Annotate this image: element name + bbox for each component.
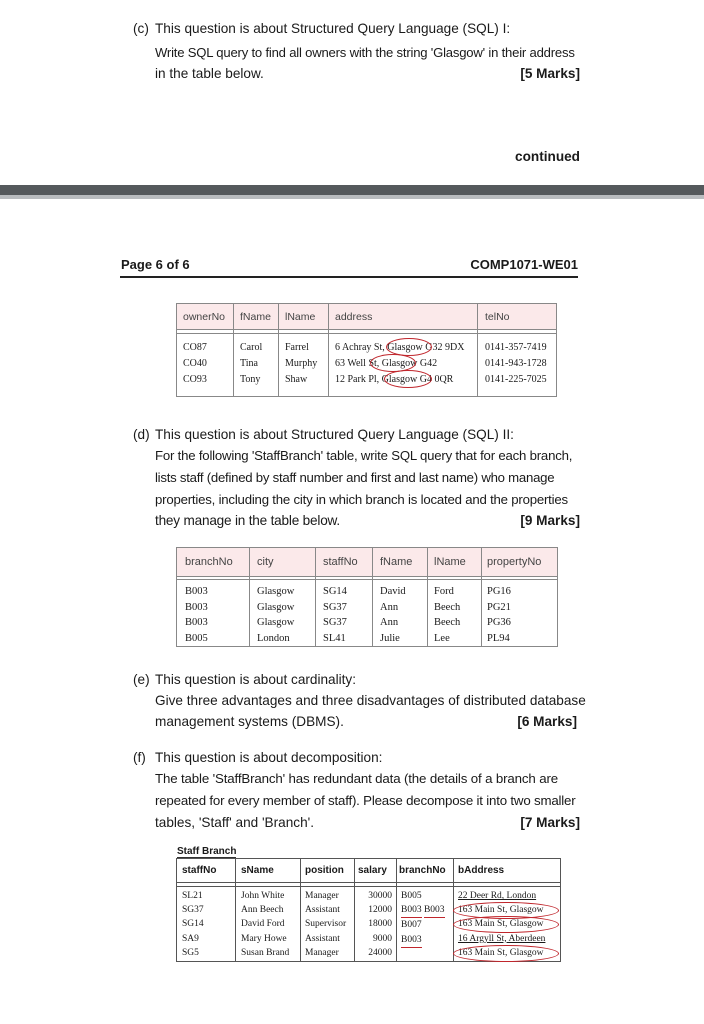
table-cell: 16 Argyll St, Aberdeen [458,933,546,944]
table-cell: 22 Deer Rd, London [458,891,537,901]
staff-branchno-column [401,889,445,948]
handwritten-circle-annotation [384,370,432,388]
table-cell: Ann Beech [241,905,284,916]
handwritten-circle-annotation [453,945,559,962]
staff-col-staffno: staffNo [182,865,217,876]
table-cell: Manager [305,947,339,958]
page-divider [0,185,704,195]
table-cell: B003 [185,617,208,628]
staff-col-position: position [305,865,344,876]
sb-city-column [257,584,294,646]
question-f-line2: The table 'StaffBranch' has redundant data (the details of a branch are [155,771,558,786]
continued-label: continued [515,149,580,164]
table-cell: 6 Achray St, Glasgow G32 9DX [335,342,465,353]
table-cell: SG14 [182,919,204,930]
owner-col-lname: lName [285,311,316,323]
owner-col-ownerno: ownerNo [183,311,226,323]
table-cell: 9000 [373,933,392,944]
question-e-line3: management systems (DBMS). [155,714,344,729]
staff-col-branchno: branchNo [399,865,446,876]
table-cell: SG37 [182,905,204,916]
table-cell: Glasgow [257,601,295,613]
sb-col-propertyno: propertyNo [487,556,542,568]
owner-fname-column [240,340,262,388]
table-cell: Supervisor [305,919,347,930]
table-cell: PG16 [487,586,511,597]
table-cell: Mary Howe [241,933,287,944]
table-cell: Beech [434,617,461,628]
owner-ownerno-column [183,340,207,388]
question-f-marks: [7 Marks] [520,815,580,830]
staff-salary-column [355,889,392,960]
question-e-line1: This question is about cardinality: [155,672,356,687]
question-e-line2: Give three advantages and three disadvantages of distributed database [155,693,586,708]
table-cell: Ann [380,617,399,628]
owner-col-address: address [335,311,373,323]
sb-col-lname: lName [434,556,466,568]
table-cell: SA9 [182,933,199,944]
question-d-line5: they manage in the table below. [155,513,341,528]
table-cell: Glasgow [257,586,295,597]
question-d-line2: For the following 'StaffBranch' table, write SQL query that for each branch, [155,448,573,463]
page-divider-shadow [0,195,704,199]
table-cell: B003 [185,601,208,613]
table-cell: CO40 [183,358,207,369]
sb-col-city: city [257,556,274,568]
table-cell: B003 [424,903,445,918]
sb-fname-column [380,584,406,646]
table-cell: Farrel [285,342,309,353]
question-c-line2: Write SQL query to find all owners with the string 'Glasgow' in their address [155,45,575,60]
table-cell: B003 [401,933,422,948]
table-cell: Julie [380,632,400,644]
table-cell: Manager [305,891,339,901]
table-cell: Beech [434,601,461,613]
question-f-line4: tables, 'Staff' and 'Branch'. [155,815,315,830]
table-cell: PG21 [487,601,511,613]
table-cell: 163 Main St, Glasgow [458,905,544,916]
table-cell: 163 Main St, Glasgow [458,947,544,958]
table-cell: SL41 [323,632,346,644]
question-d-label: (d) [133,427,150,442]
staff-col-salary: salary [358,865,387,876]
table-cell: 0141-943-1728 [485,358,547,369]
table-cell: 0141-357-7419 [485,342,547,353]
question-f-label: (f) [133,750,146,765]
table-cell: Assistant [305,905,340,916]
owner-col-telno: telNo [485,311,510,323]
table-cell: Murphy [285,358,318,369]
owner-table [176,303,557,397]
table-cell: PL94 [487,632,510,644]
table-cell: SG37 [323,617,347,628]
staffbranch-table [176,547,558,647]
question-f-line3: repeated for every member of staff). Please decompose it into two smaller [155,793,576,808]
table-cell: David Ford [241,919,285,930]
question-d-marks: [9 Marks] [520,513,580,528]
question-c-marks: [5 Marks] [520,66,580,81]
table-cell: Lee [434,632,450,644]
staff-position-column [305,889,346,960]
sb-lname-column [434,584,460,646]
table-cell: London [257,632,290,644]
table-cell: SG5 [182,947,199,958]
sb-branchno-column [185,584,208,646]
table-cell: CO87 [183,342,207,353]
question-c-label: (c) [133,21,149,36]
page-number: Page 6 of 6 [121,257,190,272]
staff-col-sname: sName [241,865,274,876]
header-rule [120,276,578,278]
table-cell: SG14 [323,586,347,597]
table-cell: Ann [380,601,399,613]
question-f-line1: This question is about decomposition: [155,750,383,765]
staff-table [176,858,561,962]
table-cell: David [380,586,406,597]
table-cell: Shaw [285,374,308,385]
question-c-line3: in the table below. [155,66,264,81]
sb-col-staffno: staffNo [323,556,358,568]
owner-telno-column [485,340,547,388]
owner-col-fname: fName [240,311,271,323]
table-cell: SG37 [323,601,347,613]
table-cell: B007 [401,920,422,931]
sb-col-branchno: branchNo [185,556,233,568]
table-cell: John White [241,891,285,901]
table-cell: Tina [240,358,258,369]
staff-col-baddress: bAddress [458,865,505,876]
question-d-line4: properties, including the city in which branch is located and the properties [155,492,568,507]
table-cell: 24000 [368,947,392,958]
staff-staffno-column [182,889,204,960]
table-cell: B005 [401,891,422,901]
owner-lname-column [285,340,317,388]
staff-sname-column [241,889,289,960]
table-cell: Carol [240,342,263,353]
table-cell: Ford [434,586,454,597]
table-cell: Tony [240,374,261,385]
table-cell: PG36 [487,617,511,628]
table-cell: 63 Well St, Glasgow G42 [335,358,438,369]
table-cell: 30000 [368,891,392,901]
question-e-label: (e) [133,672,150,687]
table-cell: SL21 [182,891,203,901]
staff-table-title: Staff Branch [177,846,237,857]
question-c-line1: This question is about Structured Query Language (SQL) I: [155,21,511,36]
table-cell: 163 Main St, Glasgow [458,919,544,930]
table-cell: CO93 [183,374,207,385]
question-d-line1: This question is about Structured Query Language (SQL) II: [155,427,514,442]
table-cell: 0141-225-7025 [485,374,547,385]
table-cell: B003 [401,903,422,918]
handwritten-circle-annotation [453,916,559,933]
table-cell: B003 [185,586,208,597]
table-cell: Assistant [305,933,340,944]
table-cell: Susan Brand [241,947,290,958]
table-cell: Glasgow [257,617,295,628]
table-cell: 18000 [368,919,392,930]
sb-propertyno-column [487,584,511,646]
sb-col-fname: fName [380,556,413,568]
question-e-marks: [6 Marks] [517,714,577,729]
table-cell: 12 Park Pl, Glasgow G4 0QR [335,374,454,385]
question-d-line3: lists staff (defined by staff number and first and last name) who manage [155,470,555,485]
sb-staffno-column [323,584,347,646]
table-cell: 12000 [368,905,392,916]
course-code: COMP1071-WE01 [470,257,578,272]
table-cell: B005 [185,632,208,644]
